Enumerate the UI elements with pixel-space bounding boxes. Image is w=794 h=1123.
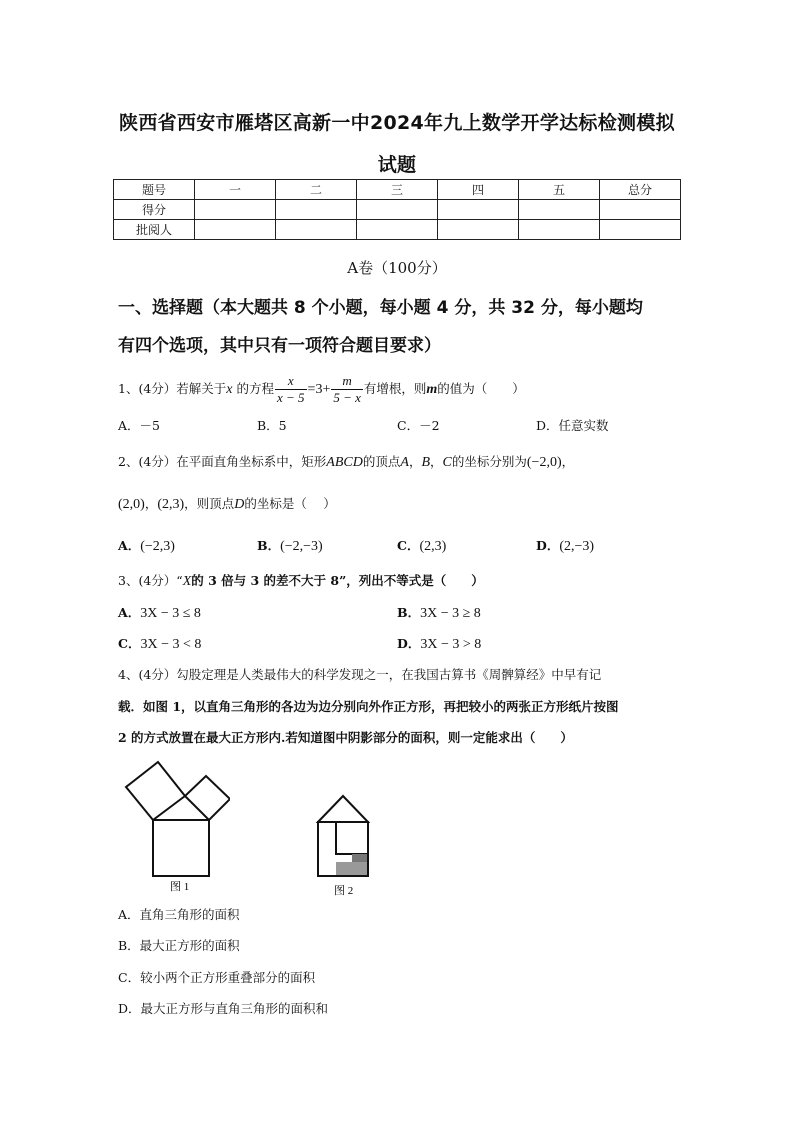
table-cell[interactable] [600, 220, 681, 240]
question-3 [118, 571, 484, 592]
question-text: ， [561, 454, 575, 469]
large-square [153, 820, 209, 876]
table-cell[interactable] [519, 220, 600, 240]
score-table-header-row [114, 180, 681, 200]
option-label: A． [118, 605, 141, 620]
math-var: D [234, 497, 245, 512]
table-cell: 一 [195, 180, 276, 200]
table-cell[interactable] [276, 220, 357, 240]
right-square [185, 776, 230, 820]
math-var: C [442, 455, 452, 470]
fraction-numerator: m [331, 373, 363, 390]
math-var: m [426, 382, 438, 397]
question-text: 的 3 倍与 3 的差不大于 8”，列出不等式是（ ） [191, 573, 484, 588]
table-cell[interactable] [357, 220, 438, 240]
table-cell[interactable] [276, 200, 357, 220]
table-cell: 二 [276, 180, 357, 200]
option-label: C． [397, 538, 420, 553]
option-c[interactable]: C．较小两个正方形重叠部分的面积 [118, 970, 316, 985]
option-d[interactable]: D．任意实数 [536, 418, 609, 433]
question-text: ，则顶点 [184, 496, 235, 511]
question-text: 的方程 [232, 381, 274, 396]
option-c[interactable] [118, 634, 201, 655]
question-4-line-3: 2 的方式放置在最大正方形内.若知道图中阴影部分的面积，则一定能求出（ ） [118, 730, 573, 745]
table-cell: 五 [519, 180, 600, 200]
option-c[interactable] [397, 536, 446, 557]
table-cell[interactable] [519, 200, 600, 220]
left-square [126, 762, 185, 820]
table-cell[interactable] [600, 200, 681, 220]
option-b[interactable] [397, 603, 481, 624]
option-label: B． [397, 605, 421, 620]
table-cell: 三 [357, 180, 438, 200]
question-1 [118, 373, 525, 406]
score-row [114, 200, 681, 220]
option-a[interactable] [118, 603, 201, 624]
option-value: (−2,3) [140, 539, 175, 554]
table-cell: 总分 [600, 180, 681, 200]
question-2-continued [118, 494, 336, 515]
question-2 [118, 452, 574, 473]
option-a[interactable]: A．－5 [118, 418, 160, 433]
question-text: 有增根，则 [363, 381, 427, 396]
fraction-denominator: 5 − x [333, 390, 361, 405]
option-b[interactable] [257, 536, 323, 557]
option-value: 3X − 3 > 8 [420, 637, 482, 652]
option-d[interactable] [536, 536, 594, 557]
table-cell[interactable] [195, 200, 276, 220]
math-text: (−2,0) [526, 455, 562, 470]
option-d[interactable]: D．最大正方形与直角三角形的面积和 [118, 1001, 329, 1016]
math-var: ABCD [326, 455, 363, 470]
question-text: 的值为（ ） [437, 381, 525, 396]
option-a[interactable] [118, 536, 175, 557]
fraction-denominator: x − 5 [277, 390, 305, 405]
table-cell: 得分 [114, 200, 195, 220]
option-label: B． [257, 538, 281, 553]
question-text: 3、(4分）“ [118, 573, 183, 588]
option-b[interactable]: B．5 [257, 418, 287, 433]
option-value: 3X − 3 ≤ 8 [140, 606, 201, 621]
fraction [275, 373, 307, 406]
question-4: 4、(4分）勾股定理是人类最伟大的科学发现之一，在我国古算书《周髀算经》中早有记 [118, 667, 602, 682]
section-heading-continued: 有四个选项，其中只有一项符合题目要求） [118, 336, 441, 356]
option-b[interactable]: B．最大正方形的面积 [118, 938, 240, 953]
triangle [318, 796, 368, 822]
table-cell[interactable] [438, 220, 519, 240]
question-text: 的坐标分别为 [451, 454, 527, 469]
question-text: ， [408, 454, 422, 469]
option-value: (2,3) [419, 539, 447, 554]
option-c[interactable]: C．－2 [397, 418, 440, 433]
page-title-continued: 试题 [377, 154, 417, 176]
table-cell: 批阅人 [114, 220, 195, 240]
option-value: (2,−3) [559, 539, 595, 554]
medium-square [336, 822, 368, 854]
volume-label: A卷（100分） [347, 259, 447, 277]
question-text: 的坐标是（ ） [244, 496, 336, 511]
math-var: A [400, 455, 409, 470]
math-var: B [421, 455, 431, 470]
table-cell[interactable] [195, 220, 276, 240]
option-value: 3X − 3 < 8 [140, 637, 202, 652]
table-cell[interactable] [438, 200, 519, 220]
figure-2 [310, 766, 380, 898]
math-text: (2,0) [118, 497, 145, 512]
table-cell: 四 [438, 180, 519, 200]
option-label: C． [118, 636, 141, 651]
fraction-numerator: x [275, 373, 307, 390]
option-label: D． [397, 636, 421, 651]
question-text: ， [430, 454, 443, 469]
question-text: 的顶点 [362, 454, 401, 469]
math-var: X [182, 574, 192, 589]
score-table [113, 179, 681, 240]
question-text: ， [144, 496, 158, 511]
option-a[interactable]: A．直角三角形的面积 [118, 907, 240, 922]
question-text: 1、(4分）若解关于 [118, 381, 227, 396]
math-text: =3+ [307, 382, 331, 397]
figure-1-caption: 图 1 [170, 881, 190, 893]
math-text: (2,3) [157, 497, 185, 512]
table-cell: 题号 [114, 180, 195, 200]
option-label: D． [536, 538, 560, 553]
section-heading: 一、选择题（本大题共 8 个小题，每小题 4 分，共 32 分，每小题均 [118, 298, 643, 318]
option-label: A． [118, 538, 141, 553]
page-title: 陕西省西安市雁塔区高新一中2024年九上数学开学达标检测模拟 [119, 112, 675, 134]
option-value: (−2,−3) [280, 539, 323, 554]
figure-2-caption: 图 2 [334, 885, 354, 897]
reviewer-row [114, 220, 681, 240]
question-text: 2、(4分）在平面直角坐标系中，矩形 [118, 454, 327, 469]
shaded-region [336, 862, 368, 876]
option-value: 3X − 3 ≥ 8 [420, 606, 481, 621]
table-cell[interactable] [357, 200, 438, 220]
question-4-line-2: 载．如图 1，以直角三角形的各边为边分别向外作正方形，再把较小的两张正方形纸片按图 [118, 699, 619, 714]
option-d[interactable] [397, 634, 481, 655]
fraction [331, 373, 363, 406]
math-var: x [226, 382, 233, 397]
figure-1 [120, 760, 230, 898]
